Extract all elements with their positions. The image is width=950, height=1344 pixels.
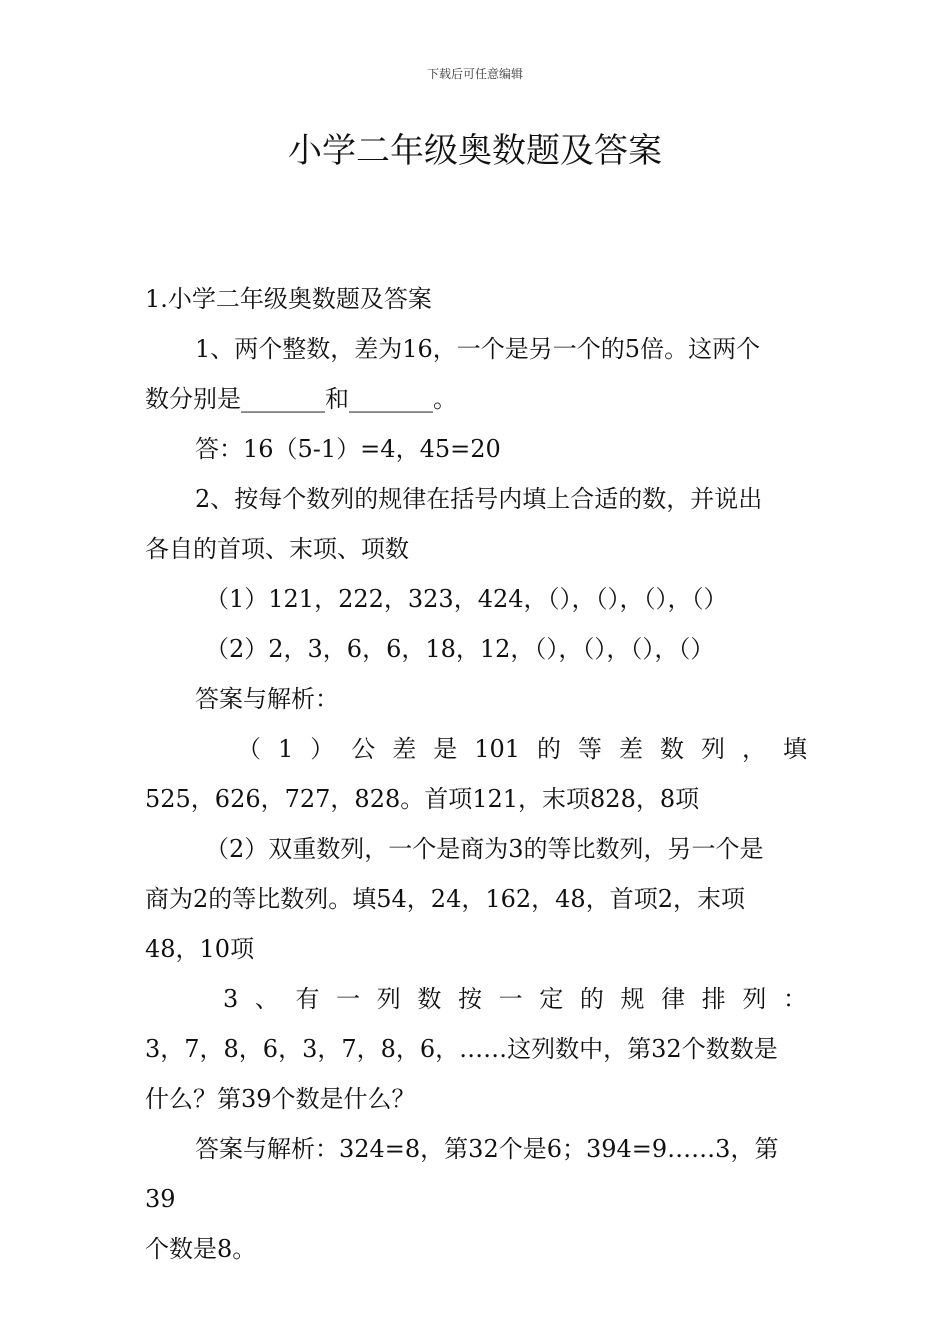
question-2-answer-1-line-2: 525，626，727，828。首项121，末项828，8项 <box>145 785 700 813</box>
question-3-line-1: 3、有一列数按一定的规律排列： <box>223 985 807 1013</box>
question-2-line-1: 2、按每个数列的规律在括号内填上合适的数，并说出 <box>195 485 763 513</box>
section-heading: 1.小学二年级奥数题及答案 <box>145 285 432 313</box>
question-2-sequence-1: （1）121，222，323，424，（），（），（），（） <box>205 585 728 613</box>
question-1-line-1: 1、两个整数，差为16，一个是另一个的5倍。这两个 <box>195 335 761 363</box>
question-2-sequence-2: （2）2，3，6，6，18，12，（），（），（），（） <box>205 635 715 663</box>
question-2-answer-2-line-2: 商为2的等比数列。填54，24，162，48，首项2，末项 <box>145 885 745 913</box>
document-body <box>145 274 807 1274</box>
question-2-analysis-label: 答案与解析： <box>195 685 339 713</box>
question-2-answer-1-line-1: （1）公差是101的等差数列，填 <box>237 735 807 763</box>
document-title: 小学二年级奥数题及答案 <box>288 131 662 171</box>
question-1-answer: 答：16（5-1）=4，45=20 <box>195 435 501 463</box>
header-note: 下载后可任意编辑 <box>426 67 523 81</box>
question-2-line-2: 各自的首项、末项、项数 <box>145 535 409 563</box>
question-3-answer-line-1: 答案与解析：324=8，第32个是6；394=9……3，第39 <box>145 1135 779 1213</box>
question-3-answer-line-2: 个数是8。 <box>145 1235 257 1263</box>
question-3-line-3: 什么？第39个数是什么？ <box>145 1085 416 1113</box>
question-1-line-2: 数分别是_______和_______。 <box>145 385 457 413</box>
question-2-answer-2-line-1: （2）双重数列，一个是商为3的等比数列，另一个是 <box>205 835 764 863</box>
question-3-line-2: 3，7，8，6，3，7，8，6，……这列数中，第32个数数是 <box>145 1035 778 1063</box>
question-2-answer-2-line-3: 48，10项 <box>145 935 255 963</box>
